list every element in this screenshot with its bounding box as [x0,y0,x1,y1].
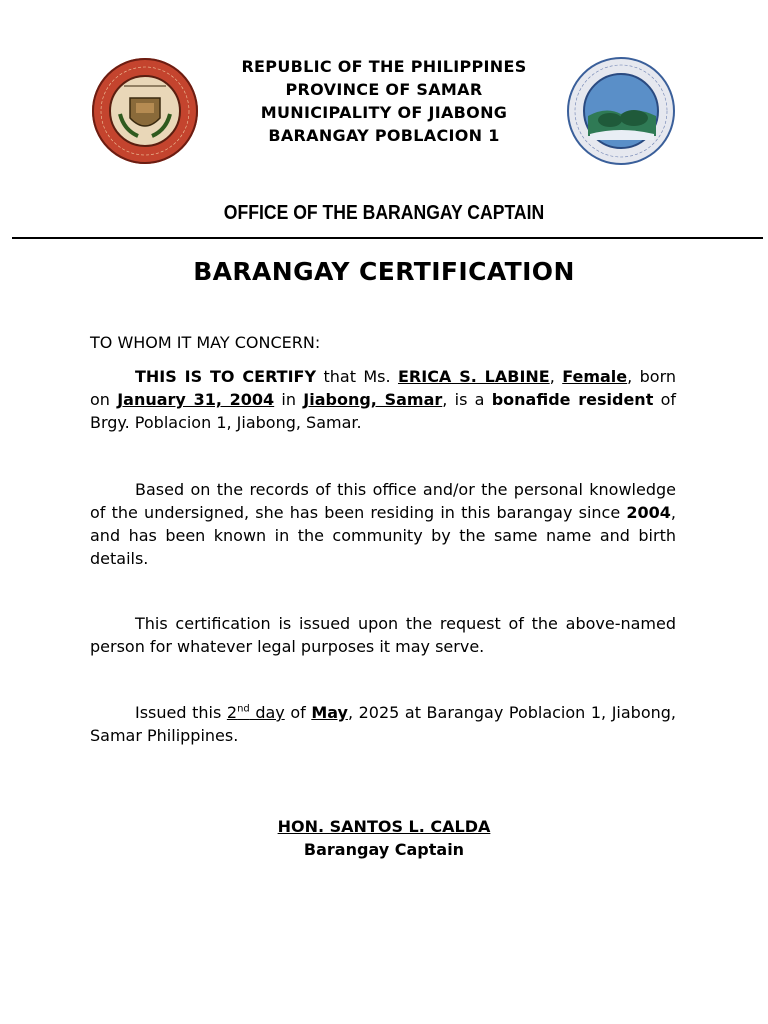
certification-paragraph: THIS IS TO CERTIFY that Ms. ERICA S. LABINE, Female, born on January 31, 2004 in Jiabong, Samar, is a bonafide resident of Brgy. Poblacion 1, Jiabong, Samar. [90,367,677,432]
issue-month: May [311,703,348,722]
issue-day: 2nd day [226,703,285,722]
salutation: TO WHOM IT MAY CONCERN: [90,333,321,352]
header-municipality: MUNICIPALITY OF JIABONG [260,103,508,122]
header-country: REPUBLIC OF THE PHILIPPINES [241,57,527,76]
office-name: OFFICE OF THE BARANGAY CAPTAIN [223,202,545,224]
resident-name: ERICA S. LABINE [397,367,550,386]
residency-status: bonafide resident [491,390,654,409]
header-province: PROVINCE OF SAMAR [285,80,483,99]
document-header [0,55,768,147]
issuance-paragraph: Issued this 2nd day of May, 2025 at Barangay Poblacion 1, Jiabong, Samar Philippines. [90,703,677,745]
records-paragraph: Based on the records of this office and/or the personal knowledge of the undersigned, she has been residing in this barangay since 2004, and has been known in the community by the same name and birth details. [90,480,676,568]
document-title: BARANGAY CERTIFICATION [193,257,575,286]
certify-lead: THIS IS TO CERTIFY [135,367,317,386]
signatory-block [0,815,768,861]
birth-date: January 31, 2004 [117,390,275,409]
residence-since-year: 2004 [626,503,671,522]
resident-sex: Female [562,367,628,386]
purpose-paragraph: This certification is issued upon the request of the above-named person for whatever legal purposes it may serve. [90,614,676,656]
birth-place: Jiabong, Samar [303,390,443,409]
header-barangay: BARANGAY POBLACION 1 [268,126,500,145]
header-divider [12,237,763,239]
signatory-name: HON. SANTOS L. CALDA [277,817,491,836]
signatory-position: Barangay Captain [303,840,465,859]
